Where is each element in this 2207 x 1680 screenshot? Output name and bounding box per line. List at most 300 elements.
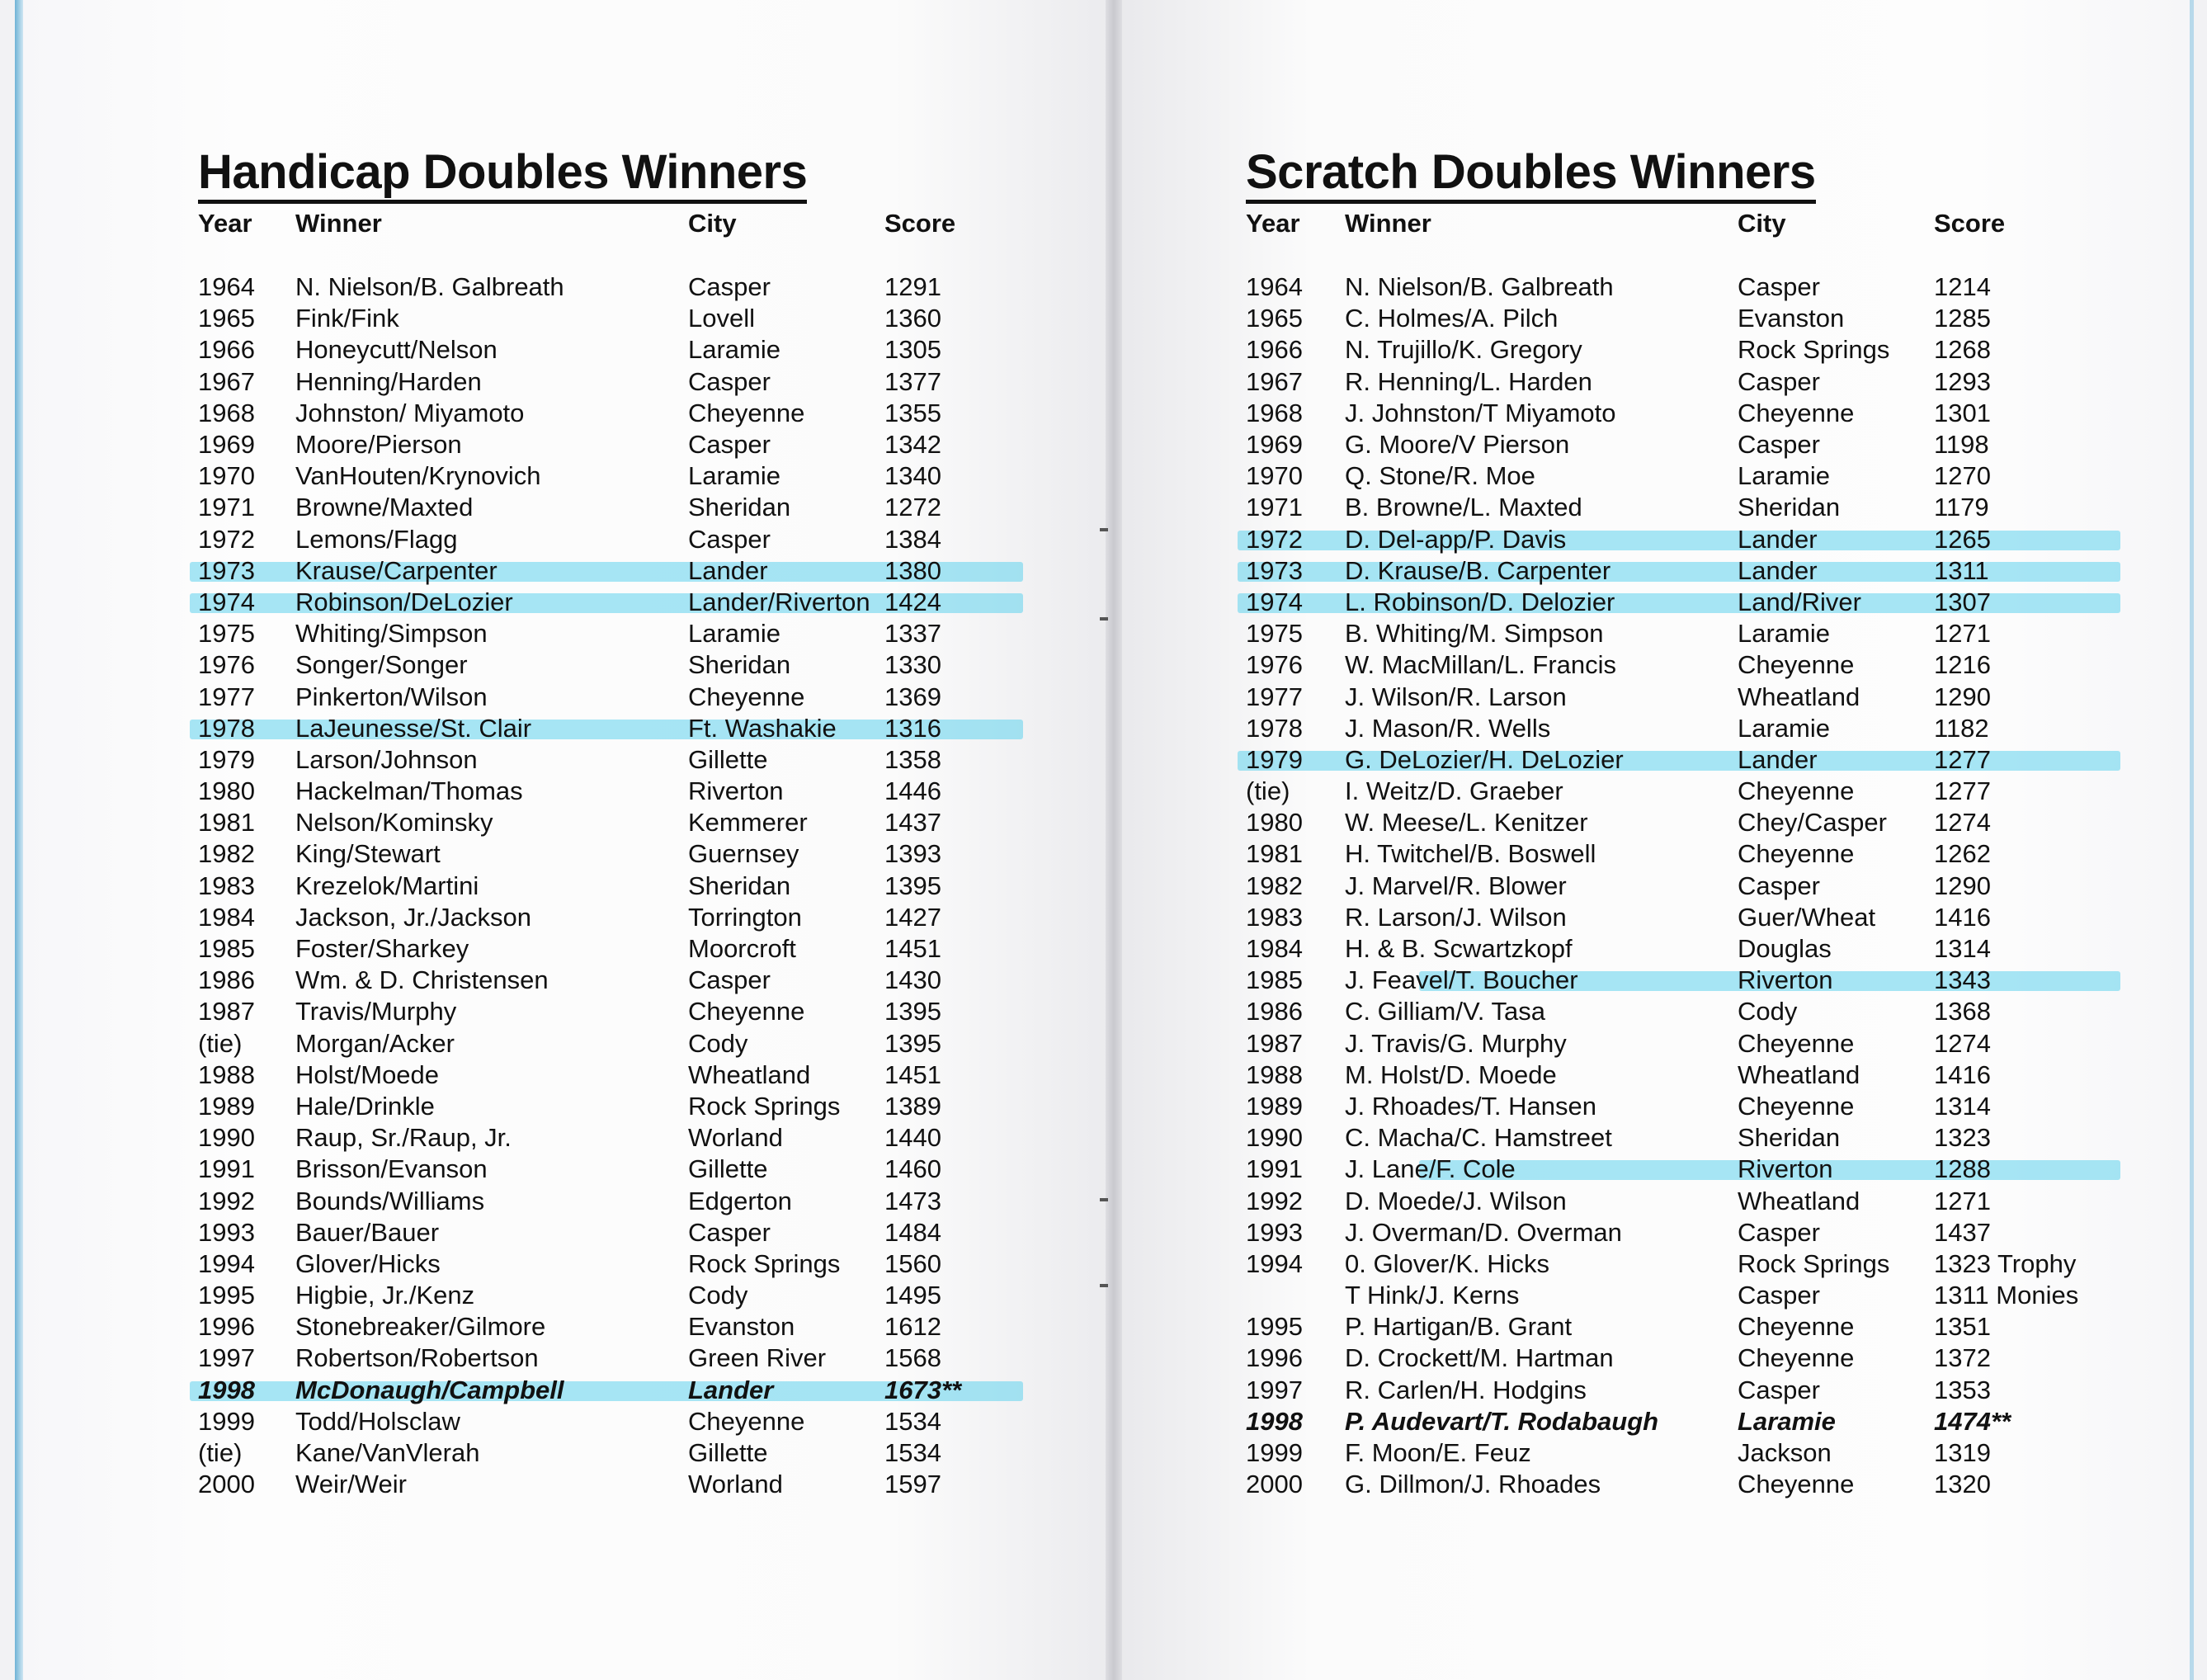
cell-year: 1966 xyxy=(198,335,255,365)
cell-year: 1999 xyxy=(1246,1438,1303,1468)
cell-year: 1979 xyxy=(198,744,255,774)
cell-score: 1484 xyxy=(884,1217,941,1247)
cell-city: Moorcroft xyxy=(688,934,796,964)
table-row xyxy=(198,1343,1007,1374)
table-row xyxy=(198,460,1007,492)
cell-year: 1984 xyxy=(1246,934,1303,964)
cell-winner: L. Robinson/D. Delozier xyxy=(1345,587,1615,616)
cell-year: 1992 xyxy=(1246,1186,1303,1215)
cell-city: Cheyenne xyxy=(688,398,805,427)
cell-score: 1265 xyxy=(1934,524,1991,554)
cell-score: 1351 xyxy=(1934,1312,1991,1342)
cell-city: Cody xyxy=(688,1028,748,1058)
cell-year: 1987 xyxy=(1246,1028,1303,1058)
cell-city: Laramie xyxy=(688,461,780,491)
cell-year: 1983 xyxy=(198,871,255,900)
table-row xyxy=(198,744,1007,776)
cell-winner: Holst/Moede xyxy=(295,1059,440,1089)
cell-score: 1323 Trophy xyxy=(1934,1248,2077,1278)
table-row xyxy=(198,334,1007,366)
cell-winner: D. Crockett/M. Hartman xyxy=(1345,1343,1614,1373)
cell-score: 1340 xyxy=(884,461,941,491)
cell-city: Lander xyxy=(1738,555,1818,585)
cell-winner: King/Stewart xyxy=(295,839,441,869)
cell-city: Rock Springs xyxy=(1738,335,1890,365)
cell-score: 1277 xyxy=(1934,744,1991,774)
cell-score: 1534 xyxy=(884,1406,941,1436)
cell-year: 1971 xyxy=(198,493,255,522)
table-row xyxy=(198,1406,1007,1437)
table-row xyxy=(1246,649,2104,681)
column-header-winner: Winner xyxy=(1345,209,1431,238)
cell-score: 1395 xyxy=(884,1028,941,1058)
table-row xyxy=(1246,871,2104,902)
cell-score: 1330 xyxy=(884,650,941,680)
cell-year: 2000 xyxy=(1246,1470,1303,1499)
table-row xyxy=(1246,996,2104,1027)
cell-city: Cheyenne xyxy=(688,682,805,711)
cell-year: 1966 xyxy=(1246,335,1303,365)
cell-city: Casper xyxy=(1738,272,1820,302)
table-row xyxy=(1246,334,2104,366)
cell-score: 1285 xyxy=(1934,304,1991,333)
scratch-doubles-title: Scratch Doubles Winners xyxy=(1246,149,1816,204)
cell-year: 1989 xyxy=(1246,1091,1303,1121)
cell-winner: D. Moede/J. Wilson xyxy=(1345,1186,1567,1215)
table-row xyxy=(1246,776,2104,807)
table-row xyxy=(1246,838,2104,870)
table-row xyxy=(198,649,1007,681)
cell-city: Chey/Casper xyxy=(1738,808,1887,838)
cell-city: Gillette xyxy=(688,1438,768,1468)
cell-city: Riverton xyxy=(1738,1154,1833,1184)
cell-winner: Jackson, Jr./Jackson xyxy=(295,902,532,932)
table-row xyxy=(198,933,1007,965)
cell-winner: Bounds/Williams xyxy=(295,1186,485,1215)
cell-city: Lander xyxy=(688,1375,774,1404)
cell-city: Sheridan xyxy=(688,871,791,900)
cell-city: Jackson xyxy=(1738,1438,1832,1468)
cell-year: 1969 xyxy=(198,430,255,460)
cell-city: Cheyenne xyxy=(1738,1470,1855,1499)
cell-city: Evanston xyxy=(688,1312,795,1342)
table-row xyxy=(198,1185,1007,1216)
cell-winner: Lemons/Flagg xyxy=(295,524,458,554)
cell-score: 1314 xyxy=(1934,1091,1991,1121)
cell-year: 1965 xyxy=(1246,304,1303,333)
cell-city: Sheridan xyxy=(1738,493,1841,522)
cell-year: 1982 xyxy=(1246,871,1303,900)
table-row xyxy=(198,1059,1007,1091)
table-row xyxy=(1246,1028,2104,1059)
cell-winner: Raup, Sr./Raup, Jr. xyxy=(295,1123,512,1153)
column-header-city: City xyxy=(1738,209,1786,238)
cell-city: Douglas xyxy=(1738,934,1832,964)
cell-year: 1993 xyxy=(1246,1217,1303,1247)
cell-year: 1997 xyxy=(1246,1375,1303,1404)
cell-year: 1968 xyxy=(1246,398,1303,427)
cell-score: 1337 xyxy=(884,619,941,649)
cell-year: 1996 xyxy=(198,1312,255,1342)
cell-city: Laramie xyxy=(1738,461,1830,491)
page-edge-left xyxy=(15,0,23,1680)
cell-winner: Hackelman/Thomas xyxy=(295,776,523,806)
cell-score: 1673** xyxy=(884,1375,962,1404)
cell-winner: G. Moore/V Pierson xyxy=(1345,430,1570,460)
cell-winner: N. Trujillo/K. Gregory xyxy=(1345,335,1582,365)
cell-year: 1975 xyxy=(1246,619,1303,649)
cell-city: Cheyenne xyxy=(1738,1312,1855,1342)
cell-city: Riverton xyxy=(688,776,784,806)
table-row xyxy=(198,902,1007,933)
cell-winner: N. Nielson/B. Galbreath xyxy=(1345,272,1614,302)
cell-city: Rock Springs xyxy=(688,1248,841,1278)
cell-winner: P. Hartigan/B. Grant xyxy=(1345,1312,1573,1342)
cell-city: Lovell xyxy=(688,304,755,333)
table-row xyxy=(198,618,1007,649)
cell-score: 1291 xyxy=(884,272,941,302)
cell-year: 1981 xyxy=(1246,839,1303,869)
cell-winner: F. Moon/E. Feuz xyxy=(1345,1438,1531,1468)
cell-score: 1316 xyxy=(884,713,941,743)
cell-year: 1965 xyxy=(198,304,255,333)
cell-score: 1353 xyxy=(1934,1375,1991,1404)
cell-city: Laramie xyxy=(688,619,780,649)
cell-year: 1998 xyxy=(1246,1406,1303,1436)
cell-score: 1342 xyxy=(884,430,941,460)
cell-winner: C. Gilliam/V. Tasa xyxy=(1345,997,1545,1026)
column-header-winner: Winner xyxy=(295,209,382,238)
cell-score: 1198 xyxy=(1934,430,1989,460)
cell-score: 1179 xyxy=(1934,493,1989,522)
cell-winner: 0. Glover/K. Hicks xyxy=(1345,1248,1550,1278)
cell-year: 1999 xyxy=(198,1406,255,1436)
handicap-doubles-title: Handicap Doubles Winners xyxy=(198,149,807,204)
book-gutter xyxy=(1106,0,1122,1680)
cell-year: 1992 xyxy=(198,1186,255,1215)
table-row xyxy=(1246,1154,2104,1185)
cell-score: 1290 xyxy=(1934,871,1991,900)
cell-score: 1323 xyxy=(1934,1123,1991,1153)
cell-winner: Wm. & D. Christensen xyxy=(295,965,549,995)
cell-winner: Larson/Johnson xyxy=(295,744,478,774)
cell-winner: Todd/Holsclaw xyxy=(295,1406,460,1436)
cell-city: Riverton xyxy=(1738,965,1833,995)
cell-city: Ft. Washakie xyxy=(688,713,837,743)
cell-winner: D. Del-app/P. Davis xyxy=(1345,524,1567,554)
table-row xyxy=(1246,1280,2104,1311)
cell-winner: Browne/Maxted xyxy=(295,493,474,522)
cell-year: 1974 xyxy=(198,587,255,616)
cell-city: Laramie xyxy=(688,335,780,365)
cell-score: 1369 xyxy=(884,682,941,711)
cell-city: Evanston xyxy=(1738,304,1845,333)
cell-city: Casper xyxy=(688,430,771,460)
cell-winner: P. Audevart/T. Rodabaugh xyxy=(1345,1406,1659,1436)
table-row xyxy=(1246,1375,2104,1406)
cell-year: 1975 xyxy=(198,619,255,649)
cell-winner: Brisson/Evanson xyxy=(295,1154,488,1184)
cell-winner: H. & B. Scwartzkopf xyxy=(1345,934,1573,964)
table-row xyxy=(198,1280,1007,1311)
cell-score: 1377 xyxy=(884,366,941,396)
cell-winner: Honeycutt/Nelson xyxy=(295,335,498,365)
table-row xyxy=(1246,1437,2104,1469)
scratch-table-header xyxy=(1246,205,2104,242)
cell-score: 1268 xyxy=(1934,335,1991,365)
cell-city: Gillette xyxy=(688,744,768,774)
cell-city: Rock Springs xyxy=(1738,1248,1890,1278)
cell-winner: G. Dillmon/J. Rhoades xyxy=(1345,1470,1601,1499)
cell-winner: J. Travis/G. Murphy xyxy=(1345,1028,1567,1058)
cell-score: 1343 xyxy=(1934,965,1991,995)
table-row xyxy=(1246,398,2104,429)
table-row xyxy=(198,996,1007,1027)
cell-year: 1972 xyxy=(198,524,255,554)
cell-year: 1983 xyxy=(1246,902,1303,932)
cell-year: 1986 xyxy=(198,965,255,995)
cell-winner: Travis/Murphy xyxy=(295,997,457,1026)
table-row xyxy=(1246,933,2104,965)
cell-score: 1460 xyxy=(884,1154,941,1184)
cell-winner: J. Mason/R. Wells xyxy=(1345,713,1551,743)
cell-winner: M. Holst/D. Moede xyxy=(1345,1059,1557,1089)
cell-winner: R. Larson/J. Wilson xyxy=(1345,902,1567,932)
cell-city: Sheridan xyxy=(688,650,791,680)
cell-city: Guernsey xyxy=(688,839,799,869)
cell-score: 1355 xyxy=(884,398,941,427)
cell-score: 1440 xyxy=(884,1123,941,1153)
table-row xyxy=(198,271,1007,303)
cell-city: Green River xyxy=(688,1343,827,1373)
cell-winner: B. Whiting/M. Simpson xyxy=(1345,619,1604,649)
table-row xyxy=(1246,1122,2104,1154)
cell-score: 1560 xyxy=(884,1248,941,1278)
cell-year: 1986 xyxy=(1246,997,1303,1026)
scratch-table-body xyxy=(1246,271,2104,1500)
cell-year: 2000 xyxy=(198,1470,255,1499)
cell-score: 1182 xyxy=(1934,713,1989,743)
cell-score: 1274 xyxy=(1934,1028,1991,1058)
cell-year: 1985 xyxy=(1246,965,1303,995)
table-row xyxy=(1246,1059,2104,1091)
staple-mark xyxy=(1100,1198,1108,1201)
cell-city: Casper xyxy=(688,1217,771,1247)
cell-year: 1987 xyxy=(198,997,255,1026)
handicap-doubles-section xyxy=(198,145,1007,1500)
cell-year: 1978 xyxy=(1246,713,1303,743)
cell-city: Cheyenne xyxy=(1738,398,1855,427)
cell-score: 1293 xyxy=(1934,366,1991,396)
cell-city: Lander xyxy=(1738,524,1818,554)
table-row xyxy=(198,681,1007,712)
table-row xyxy=(1246,744,2104,776)
cell-city: Cody xyxy=(1738,997,1798,1026)
table-row xyxy=(198,1091,1007,1122)
cell-city: Wheatland xyxy=(1738,682,1860,711)
column-header-score: Score xyxy=(1934,209,2006,238)
cell-winner: G. DeLozier/H. DeLozier xyxy=(1345,744,1624,774)
cell-city: Worland xyxy=(688,1470,783,1499)
cell-winner: Whiting/Simpson xyxy=(295,619,488,649)
table-row xyxy=(1246,460,2104,492)
table-row xyxy=(1246,303,2104,334)
table-row xyxy=(1246,1406,2104,1437)
cell-year: 1981 xyxy=(198,808,255,838)
table-row xyxy=(1246,429,2104,460)
table-row xyxy=(198,1311,1007,1343)
cell-winner: Glover/Hicks xyxy=(295,1248,441,1278)
cell-city: Sheridan xyxy=(1738,1123,1841,1153)
table-row xyxy=(198,1028,1007,1059)
cell-year: 1997 xyxy=(198,1343,255,1373)
cell-winner: W. Meese/L. Kenitzer xyxy=(1345,808,1588,838)
cell-city: Lander xyxy=(1738,744,1818,774)
table-row xyxy=(1246,1469,2104,1500)
cell-winner: Stonebreaker/Gilmore xyxy=(295,1312,546,1342)
cell-year: 1994 xyxy=(1246,1248,1303,1278)
cell-year: 1995 xyxy=(1246,1312,1303,1342)
cell-city: Sheridan xyxy=(688,493,791,522)
cell-score: 1395 xyxy=(884,871,941,900)
cell-winner: C. Holmes/A. Pilch xyxy=(1345,304,1559,333)
cell-winner: Hale/Drinkle xyxy=(295,1091,435,1121)
cell-city: Rock Springs xyxy=(688,1091,841,1121)
table-row xyxy=(198,429,1007,460)
cell-city: Wheatland xyxy=(688,1059,811,1089)
cell-year: 1967 xyxy=(198,366,255,396)
table-row xyxy=(198,871,1007,902)
cell-score: 1262 xyxy=(1934,839,1991,869)
cell-year: 1976 xyxy=(1246,650,1303,680)
cell-year: 1994 xyxy=(198,1248,255,1278)
cell-winner: Robinson/DeLozier xyxy=(295,587,513,616)
cell-score: 1272 xyxy=(884,493,941,522)
cell-year: 1985 xyxy=(198,934,255,964)
cell-winner: Krause/Carpenter xyxy=(295,555,498,585)
cell-year: 1978 xyxy=(198,713,255,743)
cell-score: 1495 xyxy=(884,1281,941,1310)
cell-score: 1473 xyxy=(884,1186,941,1215)
cell-score: 1393 xyxy=(884,839,941,869)
cell-score: 1277 xyxy=(1934,776,1991,806)
table-row xyxy=(198,587,1007,618)
cell-city: Casper xyxy=(1738,1375,1820,1404)
table-row xyxy=(198,838,1007,870)
cell-winner: T Hink/J. Kerns xyxy=(1345,1281,1520,1310)
cell-score: 1427 xyxy=(884,902,941,932)
cell-city: Cheyenne xyxy=(1738,1028,1855,1058)
cell-score: 1395 xyxy=(884,997,941,1026)
cell-winner: R. Carlen/H. Hodgins xyxy=(1345,1375,1587,1404)
cell-winner: Morgan/Acker xyxy=(295,1028,455,1058)
column-header-year: Year xyxy=(198,209,252,238)
cell-city: Wheatland xyxy=(1738,1186,1860,1215)
cell-city: Laramie xyxy=(1738,713,1830,743)
table-row xyxy=(198,1469,1007,1500)
table-row xyxy=(1246,965,2104,996)
cell-city: Lander xyxy=(688,555,768,585)
table-row xyxy=(1246,1311,2104,1343)
table-row xyxy=(198,492,1007,523)
cell-year: 1964 xyxy=(1246,272,1303,302)
cell-year: 1972 xyxy=(1246,524,1303,554)
cell-winner: B. Browne/L. Maxted xyxy=(1345,493,1582,522)
cell-city: Casper xyxy=(688,524,771,554)
cell-year: 1968 xyxy=(198,398,255,427)
staple-mark xyxy=(1100,617,1108,621)
cell-winner: J. Johnston/T Miyamoto xyxy=(1345,398,1616,427)
cell-score: 1288 xyxy=(1934,1154,1991,1184)
cell-city: Casper xyxy=(688,272,771,302)
cell-winner: Kane/VanVlerah xyxy=(295,1438,480,1468)
table-row xyxy=(198,713,1007,744)
cell-city: Casper xyxy=(1738,871,1820,900)
column-header-score: Score xyxy=(884,209,956,238)
cell-city: Gillette xyxy=(688,1154,768,1184)
cell-winner: J. Rhoades/T. Hansen xyxy=(1345,1091,1597,1121)
cell-winner: D. Krause/B. Carpenter xyxy=(1345,555,1611,585)
table-row xyxy=(198,303,1007,334)
table-row xyxy=(198,524,1007,555)
table-row xyxy=(198,555,1007,587)
cell-score: 1270 xyxy=(1934,461,1991,491)
cell-year: 1967 xyxy=(1246,366,1303,396)
table-row xyxy=(1246,524,2104,555)
cell-score: 1274 xyxy=(1934,808,1991,838)
cell-year: (tie) xyxy=(198,1028,243,1058)
cell-score: 1314 xyxy=(1934,934,1991,964)
cell-year: (tie) xyxy=(1246,776,1290,806)
cell-winner: H. Twitchel/B. Boswell xyxy=(1345,839,1596,869)
cell-score: 1430 xyxy=(884,965,941,995)
cell-winner: Fink/Fink xyxy=(295,304,399,333)
cell-winner: Bauer/Bauer xyxy=(295,1217,440,1247)
staple-mark xyxy=(1100,528,1108,531)
table-row xyxy=(198,1375,1007,1406)
cell-winner: Foster/Sharkey xyxy=(295,934,469,964)
table-row xyxy=(1246,1217,2104,1248)
cell-year: 1990 xyxy=(198,1123,255,1153)
cell-city: Cody xyxy=(688,1281,748,1310)
cell-score: 1416 xyxy=(1934,902,1991,932)
cell-city: Casper xyxy=(1738,430,1820,460)
cell-city: Cheyenne xyxy=(1738,1091,1855,1121)
staple-mark xyxy=(1100,1284,1108,1287)
cell-year: 1988 xyxy=(1246,1059,1303,1089)
cell-score: 1612 xyxy=(884,1312,941,1342)
table-row xyxy=(1246,587,2104,618)
table-row xyxy=(1246,492,2104,523)
table-row xyxy=(198,1217,1007,1248)
cell-year: 1973 xyxy=(198,555,255,585)
cell-year: 1980 xyxy=(1246,808,1303,838)
table-row xyxy=(198,366,1007,398)
table-row xyxy=(1246,807,2104,838)
cell-winner: R. Henning/L. Harden xyxy=(1345,366,1592,396)
cell-winner: Q. Stone/R. Moe xyxy=(1345,461,1535,491)
table-row xyxy=(198,1154,1007,1185)
cell-year: 1973 xyxy=(1246,555,1303,585)
cell-city: Laramie xyxy=(1738,619,1830,649)
cell-score: 1451 xyxy=(884,934,941,964)
cell-year: 1980 xyxy=(198,776,255,806)
table-row xyxy=(1246,366,2104,398)
cell-winner: Nelson/Kominsky xyxy=(295,808,493,838)
cell-score: 1437 xyxy=(1934,1217,1991,1247)
table-row xyxy=(1246,1091,2104,1122)
cell-city: Kemmerer xyxy=(688,808,808,838)
